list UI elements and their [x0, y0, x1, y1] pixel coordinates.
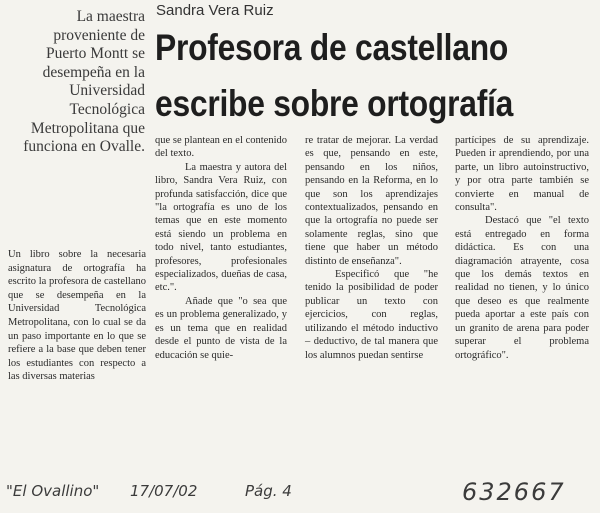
source-note: "El Ovallino" — [6, 482, 100, 500]
column-paragraph: Destacó que "el texto está entregado en forma didáctica. Es con una diagramación atrayente, cosa que los demás textos en realidad no tienen, y lo único que deseo es que realmente pueda aportar a este país con un granito de arena para poder superar el problema ortográfico". — [455, 215, 589, 361]
article-column-1 — [155, 134, 287, 362]
author-byline: Sandra Vera Ruiz — [156, 2, 274, 19]
catalog-code: 632667 — [462, 478, 566, 506]
handwritten-footer — [0, 478, 600, 508]
column-paragraph: Especificó que "he tenido la posibilidad de poder publicar un texto con ejercicios, con reglas, utilizando el método inductivo – deductivo, de tal manera que los alumnos puedan sentirse — [305, 269, 438, 361]
column-paragraph: La maestra y autora del libro, Sandra Vera Ruiz, con profunda satisfacción, dice que "la ortografía es uno de los temas que en este momento está siendo un problema en todo nivel, tanto estudiantes, profesores, profesionales especializados, dueñas de casa, etc.". — [155, 161, 287, 294]
intro-paragraph: Un libro sobre la necesaria asignatura de ortografía ha escrito la profesora de castellano que se desempeña en la Universidad Tecnológica Metropolitana, con lo cual se da un paso importante en lo que se refiere a la base que deben tener los estudiantes con respecto a las diversas materias — [8, 249, 146, 383]
column-paragraph: re tratar de mejorar. La verdad es que, pensando en este, pensando en los niños, pensando en la Reforma, en lo que son los aprendizajes contextualizados, pensando en que la ortografía no puede ser solamente reglas, sino que tiene que haber un método distinto de enseñanza". — [305, 135, 438, 267]
article-column-3 — [455, 134, 589, 362]
article-headline: Profesora de castellano escribe sobre ortografía — [155, 27, 514, 124]
column-paragraph: que se plantean en el contenido del texto. — [155, 135, 287, 160]
article-column-2 — [305, 134, 438, 362]
date-note: 17/07/02 — [130, 482, 198, 500]
column-paragraph: partícipes de su aprendizaje. Pueden ir aprendiendo, por una parte, un libro autoinstructivo, y por otra parte también se convierte en manual de consulta". — [455, 135, 589, 214]
lead-text: La maestra proveniente de Puerto Montt se desempeña en la Universidad Tecnológica Metropolitana que funciona en Ovalle. — [23, 8, 145, 156]
column-paragraph: Añade que "o sea que es un problema generalizado, y es un tema que en realidad desde el punto de vista de la educación se quie- — [155, 295, 287, 361]
page-note: Pág. 4 — [245, 482, 292, 500]
